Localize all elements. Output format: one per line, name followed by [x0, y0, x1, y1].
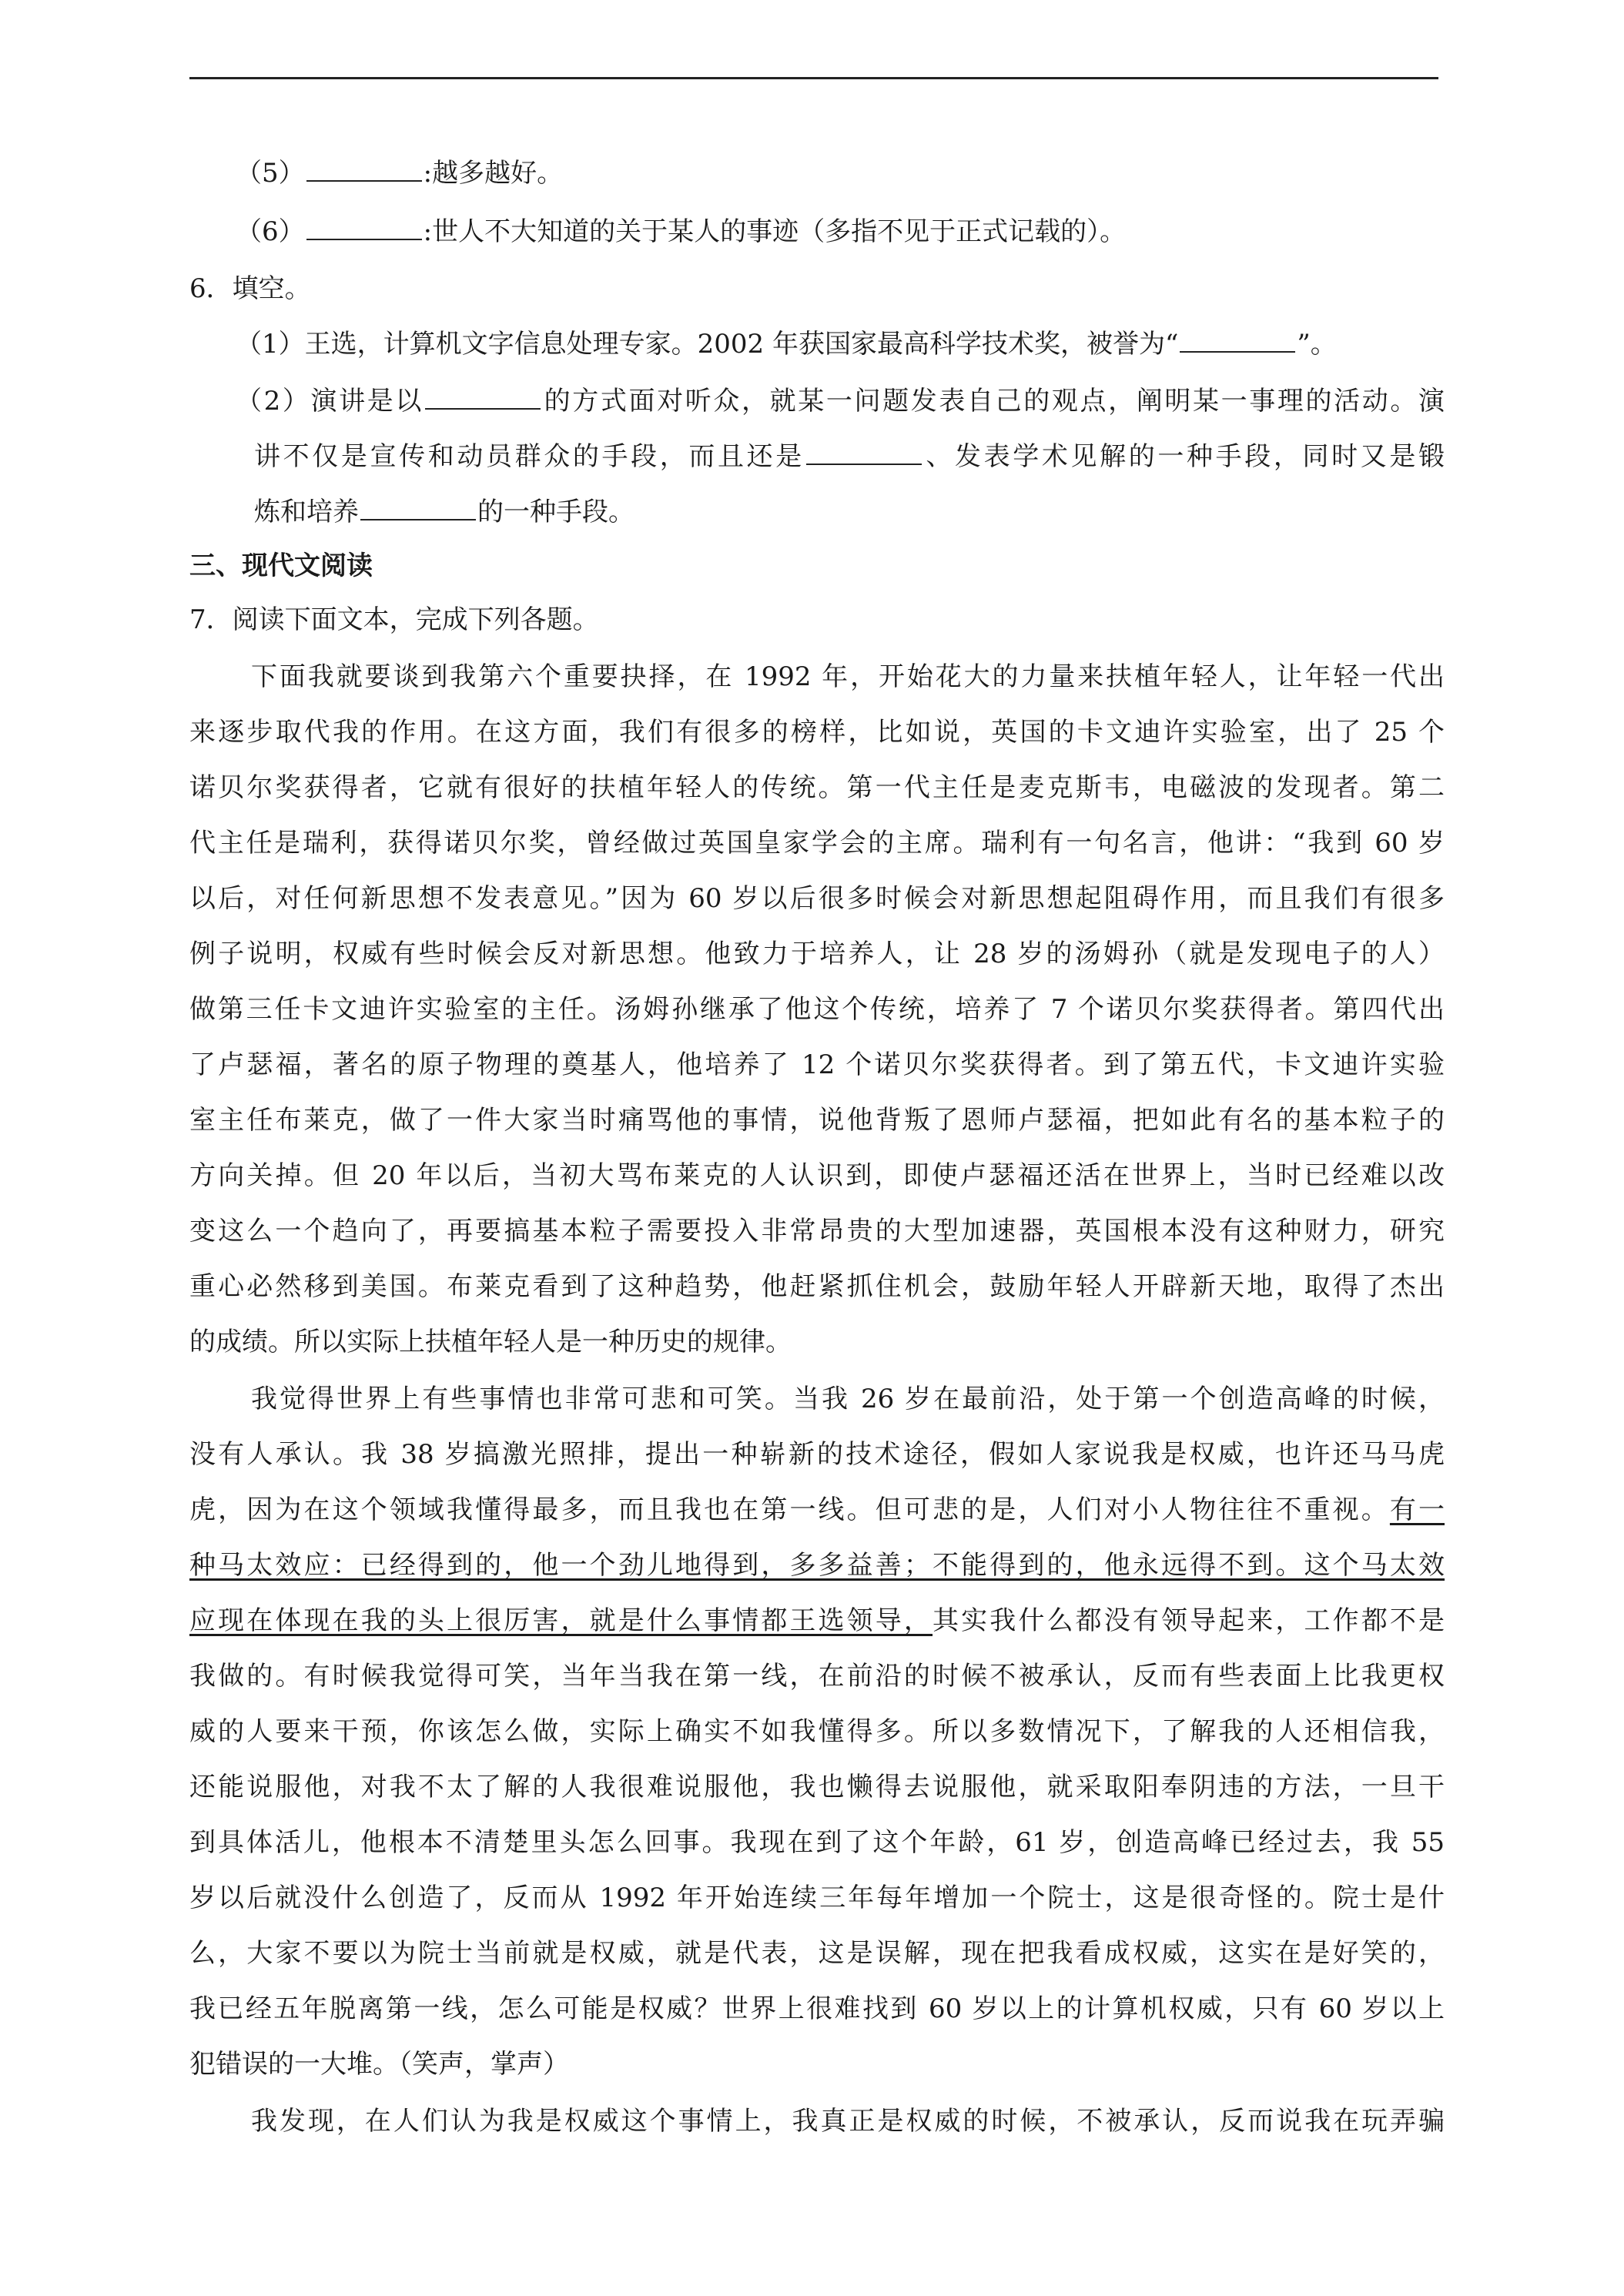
- para2-line: 到具体活儿，他根本不清楚里头怎么回事。我现在到了这个年龄，61 岁，创造高峰已经过去，我 55: [189, 1827, 1445, 1858]
- item-definition: :越多越好。: [423, 158, 564, 189]
- para2-line: 犯错误的一大堆。（笑声，掌声）: [189, 2049, 569, 2080]
- underlined-text: 有一: [1389, 1494, 1445, 1525]
- para2-line: [189, 1603, 1445, 1638]
- text: ”。: [1297, 329, 1337, 360]
- para1-line: 重心必然移到美国。布莱克看到了这种趋势，他赶紧抓住机会，鼓励年轻人开辟新天地，取得了杰出: [189, 1271, 1445, 1302]
- answer-blank[interactable]: [806, 439, 922, 465]
- para1-line: 做第三任卡文迪许实验室的主任。汤姆孙继承了他这个传统，培养了 7 个诺贝尔奖获得者。第四代出: [189, 994, 1445, 1025]
- q6-part-1: [236, 326, 1337, 362]
- para1-line: 室主任布莱克，做了一件大家当时痛骂他的事情，说他背叛了恩师卢瑟福，把如此有名的基本粒子的: [189, 1105, 1445, 1136]
- q6-part-2-line-3: [254, 494, 635, 530]
- para2-line: 没有人承认。我 38 岁搞激光照排，提出一种崭新的技术途径，假如人家说我是权威，也许还马马虎: [189, 1439, 1445, 1470]
- q5-item-6: [236, 214, 1126, 249]
- para1-line: 以后，对任何新思想不发表意见。”因为 60 岁以后很多时候会对新思想起阻碍作用，而且我们有很多: [189, 883, 1445, 914]
- underlined-text: 应现在体现在我的头上很厉害，就是什么事情都王选领导，: [189, 1605, 933, 1636]
- text: 虎，因为在这个领域我懂得最多，而且我也在第一线。但可悲的是，人们对小人物往往不重视。: [189, 1494, 1390, 1525]
- text: 的一种手段。: [477, 497, 635, 527]
- para1-line: 了卢瑟福，著名的原子物理的奠基人，他培养了 12 个诺贝尔奖获得者。到了第五代，卡文迪许实验: [189, 1049, 1445, 1080]
- q5-item-5: [236, 156, 563, 191]
- para2-line: 还能说服他，对我不太了解的人我很难说服他，我也懒得去说服他，就采取阳奉阴违的方法，一旦干: [189, 1772, 1445, 1802]
- section-title: 三、现代文阅读: [189, 551, 373, 581]
- para1-line: 诺贝尔奖获得者，它就有很好的扶植年轻人的传统。第一代主任是麦克斯韦，电磁波的发现者。第二: [189, 772, 1445, 803]
- q6-part-2-line-1: [236, 383, 1445, 419]
- para2-line: 我觉得世界上有些事情也非常可悲和可笑。当我 26 岁在最前沿，处于第一个创造高峰的时候，: [251, 1384, 1445, 1414]
- q7-title: 7．阅读下面文本，完成下列各题。: [189, 604, 599, 635]
- para1-line: 来逐步取代我的作用。在这方面，我们有很多的榜样，比如说，英国的卡文迪许实验室，出了 25 个: [189, 717, 1445, 748]
- answer-blank[interactable]: [425, 383, 541, 410]
- para2-line: 岁以后就没什么创造了，反而从 1992 年开始连续三年每年增加一个院士，这是很奇怪的。院士是什: [189, 1883, 1445, 1913]
- text: （1）王选，计算机文字信息处理专家。2002 年获国家最高科学技术奖，被誉为“: [236, 329, 1179, 360]
- para1-line: 下面我就要谈到我第六个重要抉择，在 1992 年，开始花大的力量来扶植年轻人，让年轻一代出: [251, 661, 1445, 692]
- text: 其实我什么都没有领导起来，工作都不是: [933, 1605, 1445, 1636]
- item-definition: :世人不大知道的关于某人的事迹（多指不见于正式记载的）。: [423, 216, 1127, 247]
- answer-blank[interactable]: [306, 156, 422, 182]
- q6-title: 6．填空。: [189, 273, 311, 304]
- para2-line: [189, 1492, 1445, 1528]
- header-rule: [189, 77, 1438, 79]
- para1-line: 变这么一个趋向了，再要搞基本粒子需要投入非常昂贵的大型加速器，英国根本没有这种财力，研究: [189, 1216, 1445, 1247]
- q6-part-2-line-2: [254, 439, 1445, 474]
- para2-line: 么，大家不要以为院士当前就是权威，就是代表，这是误解，现在把我看成权威，这实在是好笑的，: [189, 1938, 1445, 1969]
- para2-line: 威的人要来干预，你该怎么做，实际上确实不如我懂得多。所以多数情况下，了解我的人还相信我，: [189, 1716, 1445, 1747]
- answer-blank[interactable]: [360, 494, 476, 520]
- text: （2）演讲是以: [236, 386, 424, 417]
- text: 的方式面对听众，就某一问题发表自己的观点，阐明某一事理的活动。演: [542, 386, 1445, 417]
- para1-line: 方向关掉。但 20 年以后，当初大骂布莱克的人认识到，即使卢瑟福还活在世界上，当时已经难以改: [189, 1160, 1445, 1191]
- para2-line: 我已经五年脱离第一线，怎么可能是权威？世界上很难找到 60 岁以上的计算机权威，只有 60 岁以上: [189, 1993, 1445, 2024]
- para3-line: 我发现，在人们认为我是权威这个事情上，我真正是权威的时候，不被承认，反而说我在玩弄骗: [251, 2106, 1445, 2137]
- answer-blank[interactable]: [1180, 326, 1295, 353]
- text: 、发表学术见解的一种手段，同时又是锻: [922, 441, 1445, 472]
- underlined-text: 种马太效应：已经得到的，他一个劲儿地得到，多多益善；不能得到的，他永远得不到。这个马太效: [189, 1550, 1445, 1581]
- answer-blank[interactable]: [306, 214, 422, 240]
- item-number: （5）: [236, 158, 305, 189]
- para1-line: 代主任是瑞利，获得诺贝尔奖，曾经做过英国皇家学会的主席。瑞利有一句名言，他讲：“我到 60 岁: [189, 828, 1445, 858]
- text: 讲不仅是宣传和动员群众的手段，而且还是: [254, 441, 805, 472]
- para2-line: 我做的。有时候我觉得可笑，当年当我在第一线，在前沿的时候不被承认，反而有些表面上比我更权: [189, 1661, 1445, 1692]
- text: 炼和培养: [254, 497, 359, 527]
- para1-line: 的成绩。所以实际上扶植年轻人是一种历史的规律。: [189, 1327, 792, 1357]
- para1-line: 例子说明，权威有些时候会反对新思想。他致力于培养人，让 28 岁的汤姆孙（就是发现电子的人）: [189, 939, 1445, 969]
- item-number: （6）: [236, 216, 305, 247]
